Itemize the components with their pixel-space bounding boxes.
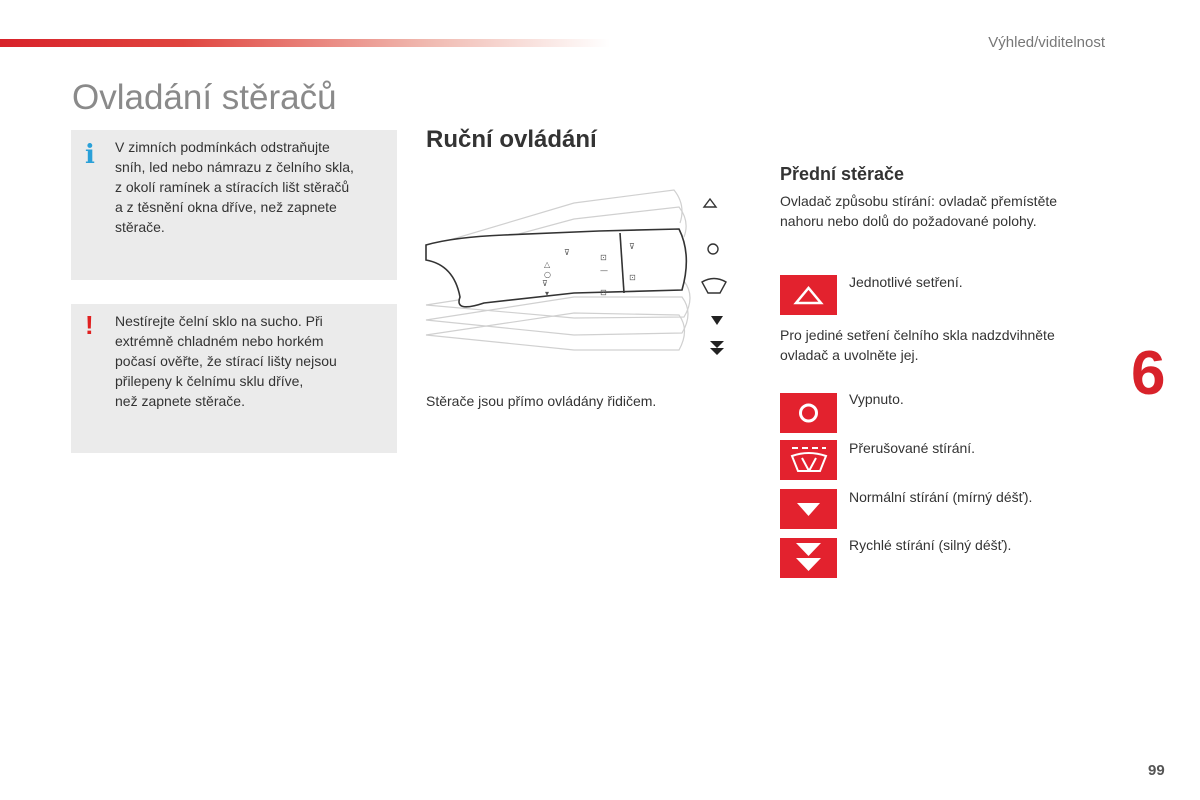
mode-label: Jednotlivé setření. bbox=[849, 274, 963, 290]
front-intro bbox=[780, 191, 1100, 231]
svg-text:⊡: ⊡ bbox=[629, 273, 636, 282]
warning-note bbox=[71, 304, 397, 453]
manual-caption: Stěrače jsou přímo ovládány řidičem. bbox=[426, 393, 657, 409]
page-title: Ovladání stěračů bbox=[72, 78, 337, 117]
mode-label: Přerušované stírání. bbox=[849, 440, 976, 456]
triangle-down-icon bbox=[780, 489, 837, 529]
note-line: V zimních podmínkách odstraňujte bbox=[115, 139, 330, 155]
svg-text:⊽: ⊽ bbox=[542, 279, 548, 288]
svg-text:○: ○ bbox=[544, 270, 551, 279]
svg-text:—: — bbox=[600, 266, 608, 275]
note-line: přilepeny k čelnímu sklu dříve, bbox=[115, 373, 304, 389]
svg-text:⊽: ⊽ bbox=[564, 248, 570, 257]
front-wipers-heading: Přední stěrače bbox=[780, 164, 905, 184]
intermittent-wiper-icon bbox=[780, 440, 837, 480]
intro-line: Ovladač způsobu stírání: ovladač přemístěte bbox=[780, 193, 1058, 209]
note-line: sníh, led nebo námrazu z čelního skla, bbox=[115, 159, 354, 175]
circle-off-icon bbox=[780, 393, 837, 433]
svg-text:⊡: ⊡ bbox=[600, 253, 607, 262]
info-note-text bbox=[115, 137, 385, 237]
single-wipe-icon-box bbox=[780, 275, 837, 315]
single-line: ovladač a uvolněte jej. bbox=[780, 347, 919, 363]
section-label: Výhled/viditelnost bbox=[988, 34, 1105, 51]
info-icon: i bbox=[85, 140, 95, 170]
page-number: 99 bbox=[1148, 762, 1165, 779]
single-line: Pro jediné setření čelního skla nadzdvihněte bbox=[780, 327, 1055, 343]
warning-note-text bbox=[115, 311, 385, 411]
note-line: extrémně chladném nebo horkém bbox=[115, 333, 324, 349]
note-line: stěrače. bbox=[115, 219, 165, 235]
note-line: Nestírejte čelní sklo na sucho. Při bbox=[115, 313, 323, 329]
header-accent-bar bbox=[0, 39, 610, 47]
note-line: než zapnete stěrače. bbox=[115, 393, 245, 409]
mode-label: Vypnuto. bbox=[849, 391, 904, 407]
svg-text:⊽: ⊽ bbox=[629, 242, 635, 251]
intro-line: nahoru nebo dolů do požadované polohy. bbox=[780, 213, 1037, 229]
mode-label: Rychlé stírání (silný déšť). bbox=[849, 537, 1012, 553]
info-note bbox=[71, 130, 397, 280]
chapter-number: 6 bbox=[1131, 339, 1166, 408]
warning-icon: ! bbox=[85, 310, 94, 340]
normal-wipe-icon-box bbox=[780, 489, 837, 529]
single-wipe-description bbox=[780, 325, 1100, 365]
manual-heading: Ruční ovládání bbox=[426, 126, 597, 153]
note-line: z okolí ramínek a stíracích lišt stěračů bbox=[115, 179, 350, 195]
note-line: a z těsnění okna dříve, než zapnete bbox=[115, 199, 337, 215]
off-icon-box bbox=[780, 393, 837, 433]
mode-label: Normální stírání (mírný déšť). bbox=[849, 489, 1033, 505]
intermittent-icon-box bbox=[780, 440, 837, 480]
double-triangle-down-icon bbox=[780, 538, 837, 578]
fast-wipe-icon-box bbox=[780, 538, 837, 578]
wiper-stalk-illustration bbox=[424, 185, 744, 365]
note-line: počasí ověřte, že stírací lišty nejsou bbox=[115, 353, 337, 369]
svg-text:△: △ bbox=[544, 260, 551, 269]
triangle-up-icon bbox=[780, 275, 837, 315]
svg-text:⊡: ⊡ bbox=[600, 288, 607, 297]
svg-text:▾: ▾ bbox=[545, 289, 550, 298]
